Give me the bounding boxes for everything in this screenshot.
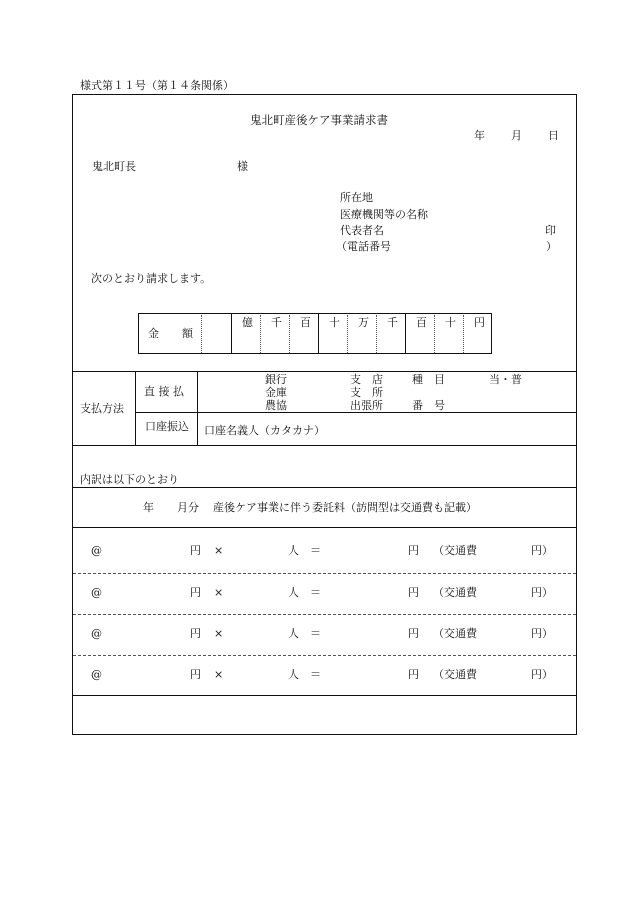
payment-col-divider [197, 371, 198, 445]
account-kind-label: 種 目 [412, 373, 445, 386]
row-at: @ [91, 668, 102, 681]
row-yen3: 円） [531, 586, 553, 599]
amount-unit: 千 [387, 316, 398, 329]
row-yen: 円 [190, 627, 201, 640]
payment-col-divider [135, 371, 136, 445]
addressee-honorific: 様 [237, 160, 248, 173]
amount-digit-sep [289, 315, 290, 353]
phone-label: （電話番号 [336, 240, 391, 253]
breakdown-header-text: 産後ケア事業に伴う委託料（訪問型は交通費も記載） [213, 501, 477, 514]
amount-label-2: 額 [182, 327, 193, 340]
date-day-label: 日 [548, 129, 559, 142]
location-label: 所在地 [340, 191, 373, 204]
form-number: 様式第１１号（第１４条関係） [80, 79, 234, 92]
row-equals: ＝ [310, 586, 321, 599]
row-yen2: 円 [408, 544, 419, 557]
form-frame [72, 94, 577, 735]
row-persons: 人 [288, 544, 299, 557]
breakdown-month: 月分 [177, 501, 199, 514]
amount-digit-sep [376, 315, 377, 353]
form-title: 鬼北町産後ケア事業請求書 [250, 113, 388, 127]
amount-unit: 円 [474, 316, 485, 329]
representative-label: 代表者名 [340, 224, 384, 237]
row-times: × [214, 627, 224, 640]
amount-unit: 万 [358, 316, 369, 329]
breakdown-year: 年 [143, 501, 154, 514]
breakdown-bottom-rule [73, 695, 576, 696]
row-at: @ [91, 627, 102, 640]
row-yen2: 円 [408, 668, 419, 681]
row-equals: ＝ [310, 544, 321, 557]
amount-digit-sep [463, 315, 464, 353]
row-transport: （交通費 [433, 627, 477, 640]
amount-unit: 百 [300, 316, 311, 329]
date-month-label: 月 [511, 129, 522, 142]
amount-digit-sep [347, 315, 348, 353]
transfer-payment-label: 口座振込 [145, 420, 189, 433]
row-separator [73, 573, 576, 574]
row-equals: ＝ [310, 668, 321, 681]
row-yen2: 円 [408, 586, 419, 599]
amount-unit: 億 [242, 316, 253, 329]
payment-top-rule [73, 371, 576, 372]
direct-payment-label: 直 接 払 [144, 385, 184, 398]
row-separator [73, 614, 576, 615]
row-times: × [214, 586, 224, 599]
amount-digit-sep [260, 315, 261, 353]
seal-mark: 印 [545, 224, 556, 237]
row-times: × [214, 668, 224, 681]
bank-type: 銀行 [265, 373, 287, 386]
row-separator [73, 655, 576, 656]
amount-group-sep [318, 314, 319, 353]
branch-type: 支 所 [350, 386, 383, 399]
amount-unit: 十 [329, 316, 340, 329]
institution-label: 医療機関等の名称 [340, 208, 428, 221]
row-times: × [214, 544, 224, 557]
breakdown-intro: 内訳は以下のとおり [80, 473, 179, 486]
date-year-label: 年 [474, 129, 485, 142]
row-yen: 円 [190, 586, 201, 599]
branch-type: 出張所 [350, 399, 383, 412]
bank-type: 農協 [265, 399, 287, 412]
row-yen3: 円） [531, 544, 553, 557]
row-yen2: 円 [408, 627, 419, 640]
amount-group-sep [405, 314, 406, 353]
row-yen3: 円） [531, 668, 553, 681]
amount-unit: 十 [445, 316, 456, 329]
breakdown-header-rule [73, 527, 576, 528]
row-yen: 円 [190, 668, 201, 681]
payment-method-label: 支払方法 [80, 402, 124, 415]
amount-label-1: 金 [148, 327, 159, 340]
payment-bottom-rule [73, 445, 576, 446]
addressee-name: 鬼北町長 [92, 160, 136, 173]
phone-close: ） [546, 240, 557, 253]
row-persons: 人 [288, 627, 299, 640]
amount-divider-dotted [201, 315, 202, 353]
row-transport: （交通費 [433, 668, 477, 681]
row-persons: 人 [288, 586, 299, 599]
row-transport: （交通費 [433, 544, 477, 557]
branch-type: 支 店 [350, 373, 383, 386]
bank-type: 金庫 [265, 386, 287, 399]
row-transport: （交通費 [433, 586, 477, 599]
row-equals: ＝ [310, 627, 321, 640]
amount-divider [231, 314, 232, 353]
account-kind-value: 当・普 [489, 373, 522, 386]
row-yen3: 円） [531, 627, 553, 640]
row-at: @ [91, 586, 102, 599]
payment-row-divider [135, 412, 576, 413]
breakdown-intro-rule [73, 487, 576, 488]
account-number-label: 番 号 [412, 399, 445, 412]
row-yen: 円 [190, 544, 201, 557]
row-at: @ [91, 544, 102, 557]
amount-unit: 千 [271, 316, 282, 329]
amount-unit: 百 [416, 316, 427, 329]
row-persons: 人 [288, 668, 299, 681]
amount-digit-sep [434, 315, 435, 353]
account-holder-label: 口座名義人（カタカナ） [204, 424, 325, 437]
request-text: 次のとおり請求します。 [91, 272, 212, 285]
